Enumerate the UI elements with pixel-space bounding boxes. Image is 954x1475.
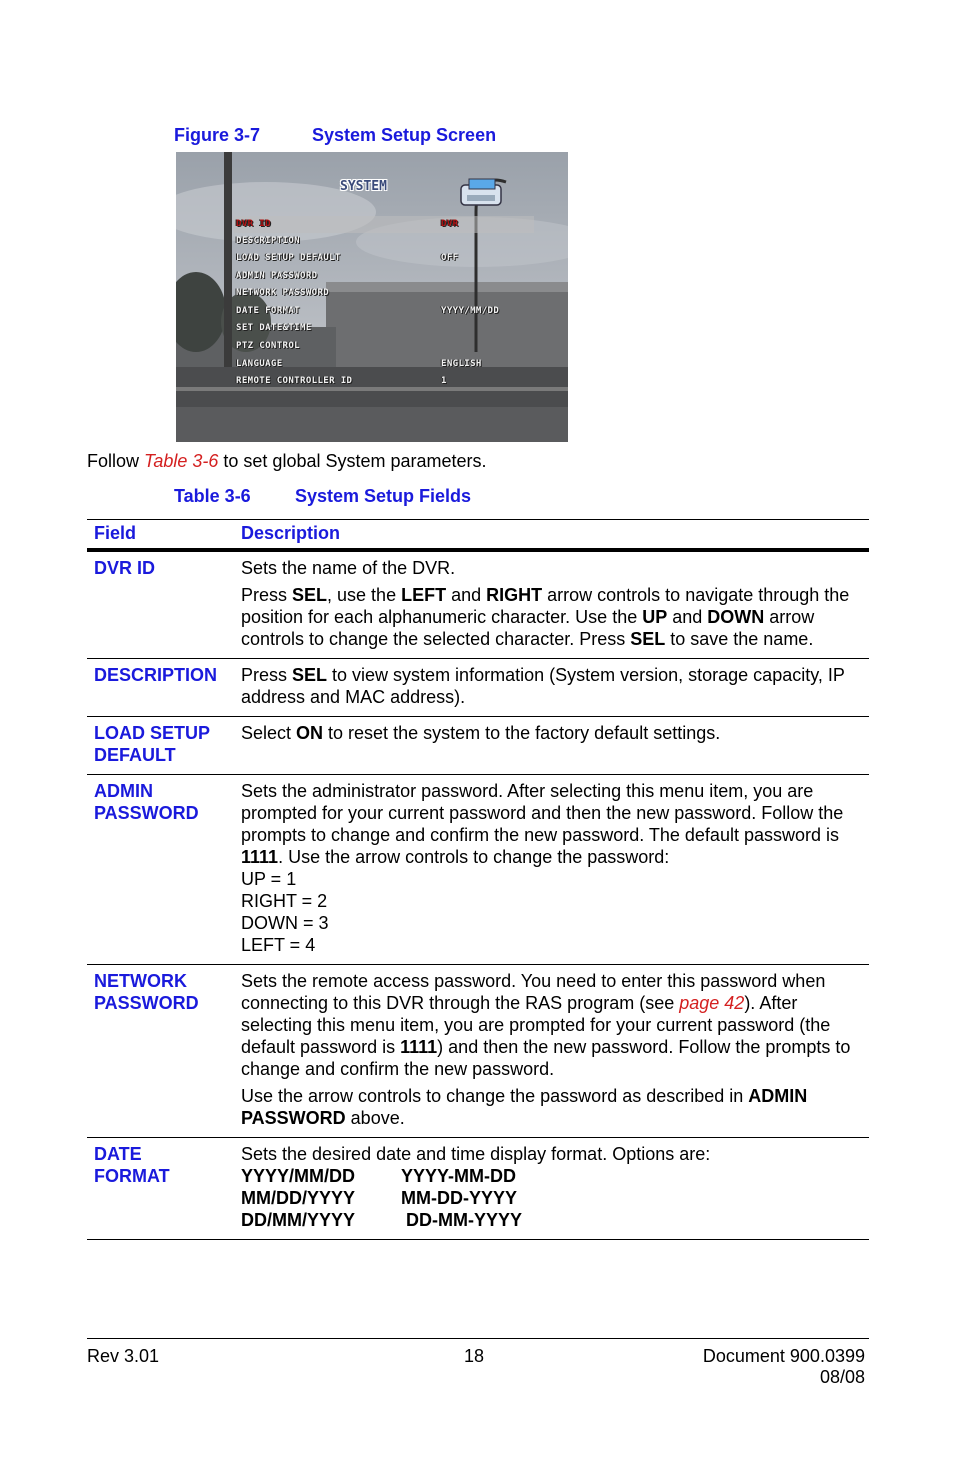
osd-row-label: LOAD SETUP DEFAULT (236, 253, 341, 263)
osd-row-label: NETWORK PASSWORD (236, 288, 330, 298)
figure-title: System Setup Screen (312, 125, 497, 145)
field-name: DESCRIPTION (87, 659, 234, 717)
header-field: Field (87, 520, 234, 551)
osd-row-value: DVR (441, 219, 459, 229)
description-paragraph: Sets the name of the DVR. (241, 558, 456, 578)
osd-row-language[interactable] (234, 356, 534, 373)
description-paragraph: Sets the administrator password. After selecting this menu item, you are prompted for your current password and then the new password. Follow the prompts to change and confirm the new password. The default password is 1111. Use the arrow controls to change the password: UP = 1 RIGHT = 2 DOWN = 3 LEFT = 4 (241, 781, 844, 955)
table-header-row (87, 520, 869, 551)
figure-number: Figure 3-7 (174, 125, 261, 145)
figure-caption (174, 125, 496, 146)
osd-row-value: YYYY/MM/DD (441, 306, 500, 316)
description-paragraph: Press SEL to view system information (System version, storage capacity, IP address and MAC address). (241, 665, 845, 707)
osd-row-label: DESCRIPTION (236, 236, 301, 246)
osd-title: SYSTEM (340, 179, 387, 194)
osd-row-dvr-id[interactable] (234, 216, 534, 233)
header-description: Description (234, 520, 869, 551)
page-reference-link[interactable]: page 42 (679, 993, 745, 1013)
osd-row-label: LANGUAGE (236, 359, 283, 369)
field-description (234, 1138, 869, 1240)
osd-row-date-format[interactable] (234, 303, 534, 320)
osd-row-ptz-control[interactable] (234, 338, 534, 355)
field-name: LOAD SETUP DEFAULT (87, 717, 234, 775)
table-row (87, 775, 869, 965)
system-setup-screenshot (176, 152, 568, 442)
field-description (234, 775, 869, 965)
field-name: DVR ID (87, 550, 234, 659)
osd-row-label: DVR ID (236, 219, 271, 229)
osd-row-load-setup-default[interactable] (234, 250, 534, 267)
osd-row-label: DATE FORMAT (236, 306, 301, 316)
osd-row-value: ENGLISH (441, 359, 482, 369)
osd-row-description[interactable] (234, 233, 534, 250)
date-format-option-row: MM/DD/YYYY MM-DD-YYYY (241, 1188, 517, 1208)
description-paragraph: Sets the desired date and time display format. Options are: (241, 1144, 711, 1164)
table-row (87, 1138, 869, 1240)
footer-revision: Rev 3.01 (87, 1346, 160, 1366)
footer-document: Document 900.0399 08/08 (702, 1346, 865, 1387)
table-title: System Setup Fields (295, 486, 472, 506)
table-number: Table 3-6 (174, 486, 251, 506)
description-paragraph: Select ON to reset the system to the factory default settings. (241, 723, 721, 743)
intro-text: to set global System parameters. (218, 451, 487, 471)
osd-row-label: ADMIN PASSWORD (236, 271, 318, 281)
description-paragraph: Press SEL, use the LEFT and RIGHT arrow controls to navigate through the position for each alphanumeric character. Use the UP and DOWN arrow controls to change the selected character. Press SEL to save the name. (241, 585, 850, 649)
table-reference-link[interactable]: Table 3-6 (144, 451, 219, 471)
table-row (87, 550, 869, 659)
osd-row-label: REMOTE CONTROLLER ID (236, 376, 353, 386)
osd-row-network-password[interactable] (234, 285, 534, 302)
intro-text: Follow (87, 451, 145, 471)
intro-paragraph (87, 451, 487, 472)
field-description (234, 659, 869, 717)
osd-row-set-date-time[interactable] (234, 320, 534, 337)
description-paragraph: Use the arrow controls to change the password as described in ADMIN PASSWORD above. (241, 1086, 808, 1128)
table-caption (174, 486, 471, 507)
table-row (87, 965, 869, 1138)
osd-row-value: 1 (441, 376, 447, 386)
field-description (234, 550, 869, 659)
date-format-option-row: DD/MM/YYYY DD-MM-YYYY (241, 1210, 522, 1230)
description-paragraph: Sets the remote access password. You need to enter this password when connecting to this DVR through the RAS program (see page 42). After selecting this menu item, you are prompted for your current password (the default password is 1111) and then the new password. Follow the prompts to change and confirm the new password. (241, 971, 851, 1079)
osd-row-label: PTZ CONTROL (236, 341, 301, 351)
table-row (87, 659, 869, 717)
system-setup-fields-table (87, 519, 869, 1240)
field-description (234, 717, 869, 775)
osd-row-value: OFF (441, 253, 459, 263)
date-format-option-row: YYYY/MM/DD YYYY-MM-DD (241, 1166, 517, 1186)
field-name: DATE FORMAT (87, 1138, 234, 1240)
table-row (87, 717, 869, 775)
osd-row-remote-controller-id[interactable] (234, 373, 534, 390)
field-description (234, 965, 869, 1138)
footer-divider (87, 1338, 869, 1339)
osd-row-label: SET DATE&TIME (236, 323, 312, 333)
footer-page-number: 18 (464, 1346, 485, 1366)
osd-row-admin-password[interactable] (234, 268, 534, 285)
field-name: NETWORK PASSWORD (87, 965, 234, 1138)
field-name: ADMIN PASSWORD (87, 775, 234, 965)
